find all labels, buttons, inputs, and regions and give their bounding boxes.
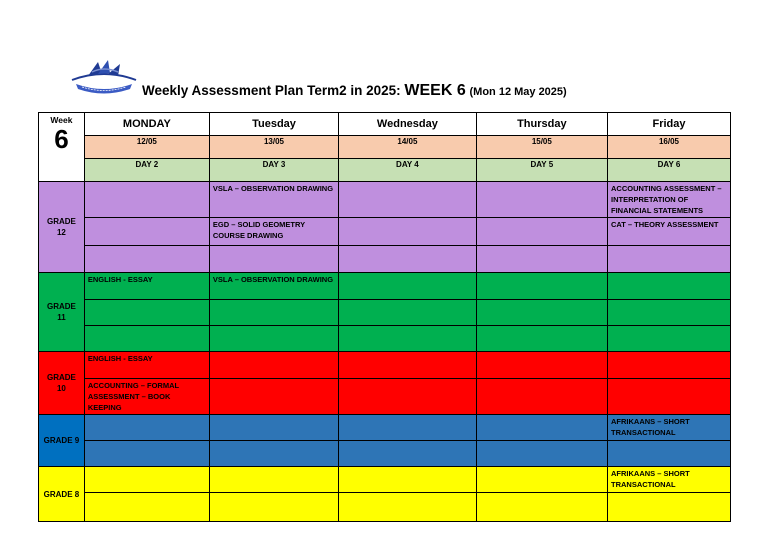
grade-12-monday-cell xyxy=(84,246,209,273)
grade-12-label: GRADE 12 xyxy=(39,182,85,273)
day-number-friday: DAY 6 xyxy=(607,159,730,182)
date-monday: 12/05 xyxy=(84,136,209,159)
grade-9-wednesday-cell xyxy=(339,415,477,441)
grade-8-thursday-cell xyxy=(476,493,607,522)
day-number-thursday: DAY 5 xyxy=(476,159,607,182)
grade-10-label: GRADE 10 xyxy=(39,352,85,415)
grade-8-row xyxy=(39,467,731,493)
date-friday: 16/05 xyxy=(607,136,730,159)
grade-11-tuesday-cell xyxy=(209,300,338,326)
grade-8-friday-cell: AFRIKAANS – SHORT TRANSACTIONAL xyxy=(607,467,730,493)
grade-12-friday-cell: ACCOUNTING ASSESSMENT – INTERPRETATION OF FINANCIAL STATEMENTS xyxy=(607,182,730,218)
grade-9-row xyxy=(39,415,731,441)
grade-11-tuesday-cell xyxy=(209,326,338,352)
grade-8-monday-cell xyxy=(84,493,209,522)
grade-11-row xyxy=(39,326,731,352)
assessment-table xyxy=(38,112,731,522)
grade-11-wednesday-cell xyxy=(339,273,477,300)
grade-11-monday-cell: ENGLISH - ESSAY xyxy=(84,273,209,300)
grade-12-tuesday-cell: EGD – SOLID GEOMETRY COURSE DRAWING xyxy=(209,218,338,246)
grade-9-label: GRADE 9 xyxy=(39,415,85,467)
grade-9-friday-cell xyxy=(607,441,730,467)
grade-12-friday-cell xyxy=(607,246,730,273)
day-monday: MONDAY xyxy=(84,113,209,136)
grade-11-row xyxy=(39,273,731,300)
week-title: WEEK 6 xyxy=(404,82,466,99)
week-dates: (Mon 12 May 2025) xyxy=(469,86,567,98)
school-logo xyxy=(68,58,140,98)
grade-12-row xyxy=(39,246,731,273)
grade-9-row xyxy=(39,441,731,467)
grade-9-tuesday-cell xyxy=(209,441,338,467)
grade-11-row xyxy=(39,300,731,326)
day-number-tuesday: DAY 3 xyxy=(209,159,338,182)
grade-10-row xyxy=(39,379,731,415)
grade-12-thursday-cell xyxy=(476,182,607,218)
grade-9-monday-cell xyxy=(84,441,209,467)
grade-11-friday-cell xyxy=(607,300,730,326)
grade-11-monday-cell xyxy=(84,300,209,326)
grade-10-monday-cell: ACCOUNTING – FORMAL ASSESSMENT – BOOK KEEPING xyxy=(84,379,209,415)
grade-12-thursday-cell xyxy=(476,246,607,273)
grade-10-friday-cell xyxy=(607,352,730,379)
page-title: Weekly Assessment Plan Term2 in 2025: WEEK 6 (Mon 12 May 2025) xyxy=(142,82,567,99)
grade-12-wednesday-cell xyxy=(339,218,477,246)
grade-12-monday-cell xyxy=(84,182,209,218)
grade-9-thursday-cell xyxy=(476,415,607,441)
day-number-monday: DAY 2 xyxy=(84,159,209,182)
grade-8-thursday-cell xyxy=(476,467,607,493)
grade-9-tuesday-cell xyxy=(209,415,338,441)
grade-8-wednesday-cell xyxy=(339,467,477,493)
grade-9-wednesday-cell xyxy=(339,441,477,467)
grade-10-wednesday-cell xyxy=(339,352,477,379)
grade-11-friday-cell xyxy=(607,273,730,300)
grade-9-thursday-cell xyxy=(476,441,607,467)
grade-9-friday-cell: AFRIKAANS – SHORT TRANSACTIONAL xyxy=(607,415,730,441)
day-tuesday: Tuesday xyxy=(209,113,338,136)
grade-10-tuesday-cell xyxy=(209,379,338,415)
grade-10-wednesday-cell xyxy=(339,379,477,415)
date-thursday: 15/05 xyxy=(476,136,607,159)
grade-8-tuesday-cell xyxy=(209,467,338,493)
grade-10-row xyxy=(39,352,731,379)
grade-11-wednesday-cell xyxy=(339,326,477,352)
grade-11-thursday-cell xyxy=(476,273,607,300)
day-header-row xyxy=(39,113,731,136)
grade-10-thursday-cell xyxy=(476,352,607,379)
grade-10-monday-cell: ENGLISH - ESSAY xyxy=(84,352,209,379)
grade-8-label: GRADE 8 xyxy=(39,467,85,522)
week-label: Week xyxy=(50,115,73,125)
grade-10-tuesday-cell xyxy=(209,352,338,379)
grade-10-friday-cell xyxy=(607,379,730,415)
grade-12-wednesday-cell xyxy=(339,246,477,273)
grade-9-monday-cell xyxy=(84,415,209,441)
date-row xyxy=(39,136,731,159)
date-wednesday: 14/05 xyxy=(339,136,477,159)
grade-12-row xyxy=(39,182,731,218)
grade-8-wednesday-cell xyxy=(339,493,477,522)
grade-10-thursday-cell xyxy=(476,379,607,415)
grade-8-friday-cell xyxy=(607,493,730,522)
date-tuesday: 13/05 xyxy=(209,136,338,159)
grade-11-wednesday-cell xyxy=(339,300,477,326)
week-cell xyxy=(39,113,85,182)
day-number-row xyxy=(39,159,731,182)
grade-8-tuesday-cell xyxy=(209,493,338,522)
grade-11-monday-cell xyxy=(84,326,209,352)
day-number-wednesday: DAY 4 xyxy=(339,159,477,182)
grade-11-thursday-cell xyxy=(476,326,607,352)
grade-11-tuesday-cell: VSLA – OBSERVATION DRAWING xyxy=(209,273,338,300)
grade-11-label: GRADE 11 xyxy=(39,273,85,352)
grade-11-thursday-cell xyxy=(476,300,607,326)
grade-8-monday-cell xyxy=(84,467,209,493)
grade-11-friday-cell xyxy=(607,326,730,352)
day-friday: Friday xyxy=(607,113,730,136)
grade-12-monday-cell xyxy=(84,218,209,246)
day-wednesday: Wednesday xyxy=(339,113,477,136)
grade-12-thursday-cell xyxy=(476,218,607,246)
grade-12-friday-cell: CAT – THEORY ASSESSMENT xyxy=(607,218,730,246)
grade-12-tuesday-cell xyxy=(209,246,338,273)
grade-12-wednesday-cell xyxy=(339,182,477,218)
grade-12-tuesday-cell: VSLA – OBSERVATION DRAWING xyxy=(209,182,338,218)
day-thursday: Thursday xyxy=(476,113,607,136)
grade-12-row xyxy=(39,218,731,246)
week-number: 6 xyxy=(54,124,69,154)
grade-8-row xyxy=(39,493,731,522)
